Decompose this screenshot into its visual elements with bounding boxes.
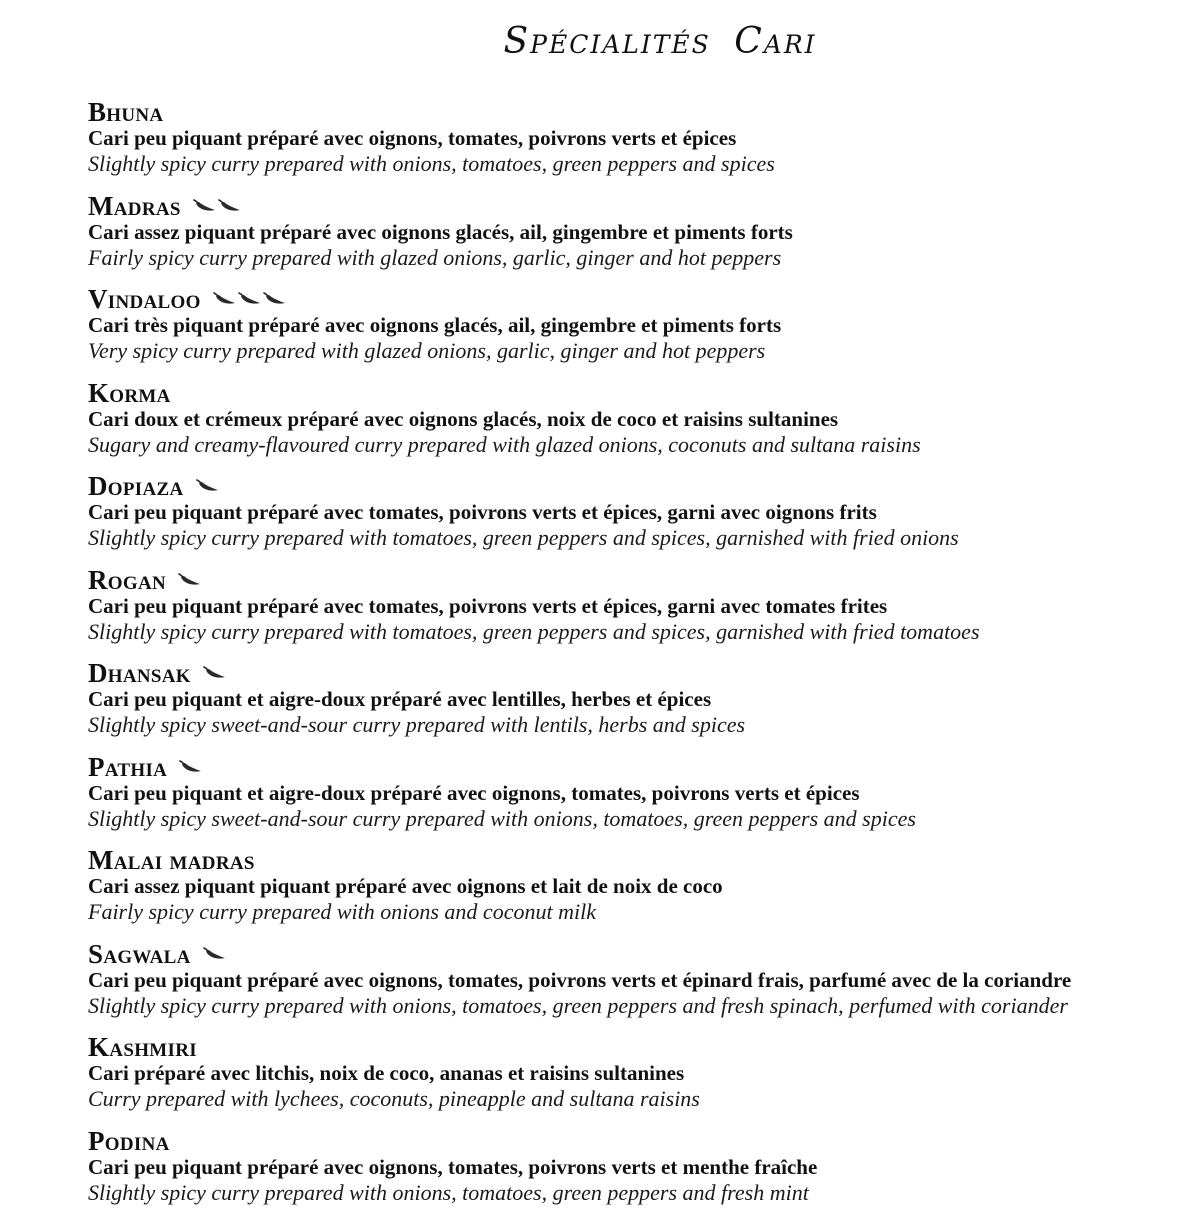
menu-item-header xyxy=(88,1031,1188,1063)
menu-item-description-en: Slightly spicy curry prepared with tomatoes, green peppers and spices, garnished with fried tomatoes xyxy=(88,618,980,644)
spice-level xyxy=(179,760,203,774)
menu-item-name: Vindaloo xyxy=(88,284,201,314)
chili-pepper-icon xyxy=(179,760,203,774)
menu-item xyxy=(88,564,1188,658)
menu-item xyxy=(88,96,1188,190)
menu-item-name: Dopiaza xyxy=(88,471,184,501)
menu-item xyxy=(88,751,1188,845)
menu-item-name: Rogan xyxy=(88,564,166,595)
menu-item-description-en: Slightly spicy curry prepared with tomatoes, green peppers and spices, garnished with fried onions xyxy=(88,525,959,550)
menu-item-description-en: Curry prepared with lychees, coconuts, pineapple and sultana raisins xyxy=(88,1086,700,1111)
chili-pepper-icon xyxy=(263,292,287,306)
menu-item-header xyxy=(88,470,1188,502)
menu-item-name: Sagwala xyxy=(88,938,191,969)
menu-item-header xyxy=(88,283,1188,315)
menu-item-header xyxy=(88,564,1188,596)
chili-pepper-icon xyxy=(203,947,227,961)
menu-item-description-fr: Cari doux et crémeux préparé avec oignons glacés, noix de coco et raisins sultanines xyxy=(88,406,839,431)
menu-item-header xyxy=(88,377,1188,409)
menu-item xyxy=(88,190,1188,284)
menu-item xyxy=(88,470,1188,564)
menu-item-name: Bhuna xyxy=(88,97,164,127)
menu-item-name: Madras xyxy=(88,190,181,221)
curry-menu-list xyxy=(88,96,1188,1218)
spice-level xyxy=(196,479,220,493)
spice-level xyxy=(178,573,202,587)
menu-item-header xyxy=(88,190,1188,222)
chili-pepper-icon xyxy=(178,573,202,587)
menu-item-description-fr: Cari peu piquant préparé avec oignons, tomates, poivrons verts et menthe fraîche xyxy=(88,1154,818,1179)
chili-pepper-icon xyxy=(238,292,262,306)
menu-item-description-en: Fairly spicy curry prepared with glazed onions, garlic, ginger and hot peppers xyxy=(88,244,782,270)
menu-item-description-fr: Cari préparé avec litchis, noix de coco, ananas et raisins sultanines xyxy=(88,1061,685,1085)
menu-item-description-fr: Cari peu piquant et aigre-doux préparé avec lentilles, herbes et épices xyxy=(88,687,712,711)
menu-item-description-en: Slightly spicy curry prepared with onions, tomatoes, green peppers and fresh spinach, perfumed with coriander xyxy=(88,992,1068,1018)
chili-pepper-icon xyxy=(193,199,217,213)
menu-item-description-fr: Cari peu piquant préparé avec tomates, poivrons verts et épices, garni avec tomates frites xyxy=(88,593,888,618)
chili-pepper-icon xyxy=(196,479,220,493)
menu-item-name: Dhansak xyxy=(88,658,191,688)
menu-item-description-fr: Cari assez piquant préparé avec oignons glacés, ail, gingembre et piments forts xyxy=(88,219,793,244)
spice-level xyxy=(203,666,227,680)
menu-item-description-fr: Cari assez piquant piquant préparé avec oignons et lait de noix de coco xyxy=(88,874,723,898)
menu-item xyxy=(88,1031,1188,1125)
page-title: Spécialités Cari xyxy=(503,21,817,62)
menu-item-name: Podina xyxy=(88,1125,170,1156)
menu-item-name: Pathia xyxy=(88,751,168,782)
menu-item xyxy=(88,844,1188,938)
menu-item-description-en: Sugary and creamy-flavoured curry prepared with glazed onions, coconuts and sultana raisins xyxy=(88,431,921,457)
menu-item-header xyxy=(88,844,1188,876)
menu-item-description-en: Slightly spicy curry prepared with onions, tomatoes, green peppers and fresh mint xyxy=(88,1179,809,1205)
spice-level xyxy=(193,199,242,213)
menu-item xyxy=(88,1125,1188,1219)
spice-level xyxy=(213,292,287,306)
chili-pepper-icon xyxy=(203,666,227,680)
menu-item xyxy=(88,283,1188,377)
menu-item-description-fr: Cari peu piquant préparé avec oignons, tomates, poivrons verts et épinard frais, parfumé avec de la coriandre xyxy=(88,967,1072,992)
spice-level xyxy=(203,947,227,961)
menu-item-description-en: Fairly spicy curry prepared with onions and coconut milk xyxy=(88,899,596,924)
menu-item-description-en: Slightly spicy sweet-and-sour curry prepared with lentils, herbs and spices xyxy=(88,712,746,737)
menu-item-header xyxy=(88,657,1188,689)
menu-item-description-fr: Cari peu piquant et aigre-doux préparé avec oignons, tomates, poivrons verts et épices xyxy=(88,780,860,805)
menu-item-description-en: Very spicy curry prepared with glazed onions, garlic, ginger and hot peppers xyxy=(88,338,766,363)
chili-pepper-icon xyxy=(218,199,242,213)
menu-item-header xyxy=(88,96,1188,128)
menu-item-description-fr: Cari peu piquant préparé avec tomates, poivrons verts et épices, garni avec oignons frits xyxy=(88,500,877,524)
menu-item-name: Korma xyxy=(88,377,171,408)
menu-item-header xyxy=(88,751,1188,783)
menu-item-description-fr: Cari très piquant préparé avec oignons glacés, ail, gingembre et piments forts xyxy=(88,313,782,337)
menu-item-description-fr: Cari peu piquant préparé avec oignons, tomates, poivrons verts et épices xyxy=(88,126,737,150)
menu-item-name: Kashmiri xyxy=(88,1032,197,1062)
menu-item xyxy=(88,938,1188,1032)
menu-item-description-en: Slightly spicy sweet-and-sour curry prepared with onions, tomatoes, green peppers and spices xyxy=(88,805,916,831)
menu-item-description-en: Slightly spicy curry prepared with onions, tomatoes, green peppers and spices xyxy=(88,151,775,176)
menu-item-header xyxy=(88,938,1188,970)
menu-item xyxy=(88,377,1188,471)
chili-pepper-icon xyxy=(213,292,237,306)
menu-item-header xyxy=(88,1125,1188,1157)
menu-item-name: Malai madras xyxy=(88,845,255,875)
menu-item xyxy=(88,657,1188,751)
